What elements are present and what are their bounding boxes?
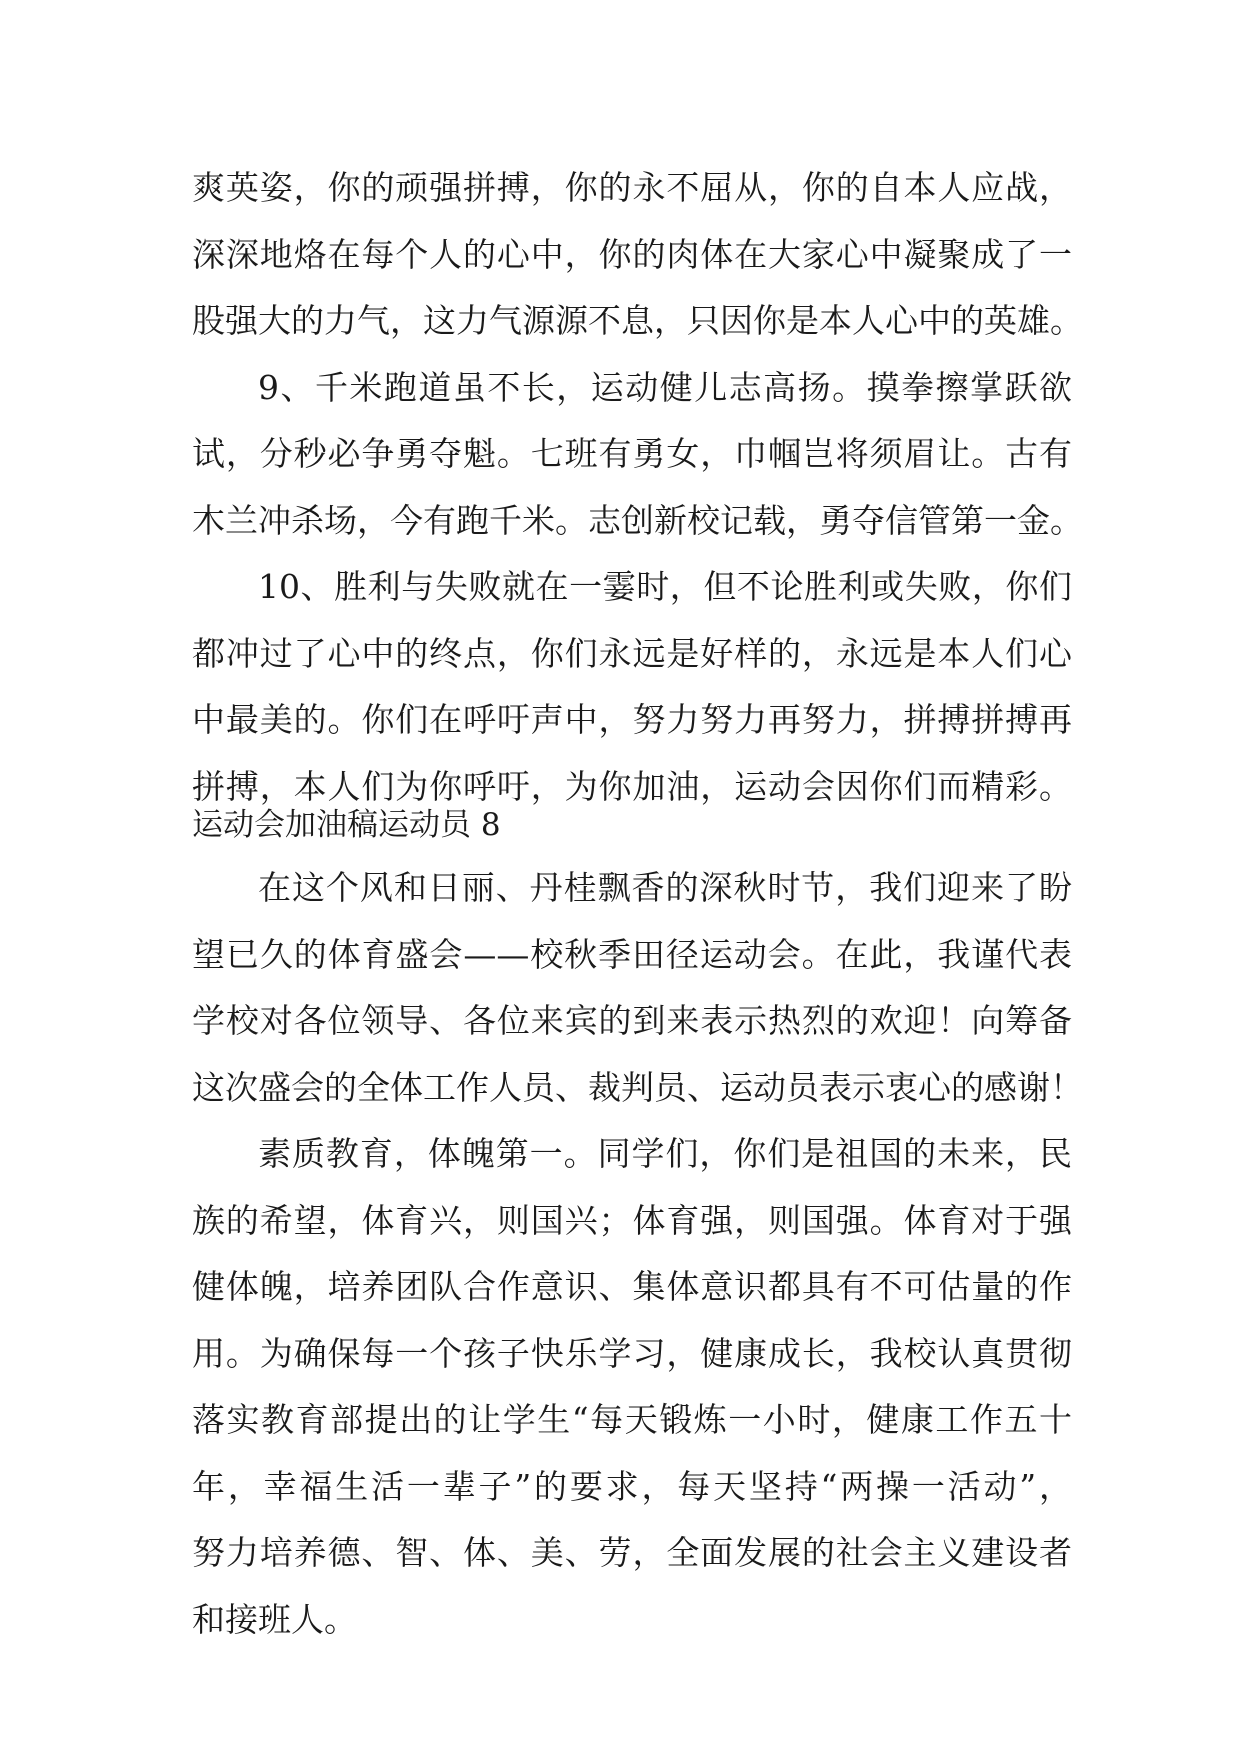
text-line: 股强大的力气，这力气源源不息，只因你是本人心中的英雄。	[192, 301, 1083, 340]
body-text-section-a	[192, 155, 1083, 820]
text-line: 中最美的。你们在呼吁声中，努力努力再努力，拼搏拼搏再	[192, 700, 1072, 739]
body-text-section-b	[192, 855, 1083, 1653]
section-heading: 运动会加油稿运动员 8	[192, 807, 501, 843]
text-line: 这次盛会的全体工作人员、裁判员、运动员表示衷心的感谢！	[192, 1067, 1083, 1107]
text-line: 落实教育部提出的让学生“每天锻炼一小时，健康工作五十	[192, 1400, 1072, 1439]
text-line: 拼搏，本人们为你呼吁，为你加油，运动会因你们而精彩。	[192, 766, 1072, 806]
text-line: 爽英姿，你的顽强拼搏，你的永不屈从，你的自本人应战，	[192, 168, 1072, 207]
text-line: 学校对各位领导、各位来宾的到来表示热烈的欢迎！向筹备	[192, 1001, 1072, 1040]
text-line: 健体魄，培养团队合作意识、集体意识都具有不可估量的作	[192, 1267, 1072, 1306]
text-line: 族的希望，体育兴，则国兴；体育强，则国强。体育对于强	[192, 1200, 1072, 1240]
text-line: 都冲过了心中的终点，你们永远是好样的，永远是本人们心	[192, 633, 1072, 673]
text-line: 试，分秒必争勇夺魁。七班有勇女，巾帼岂将须眉让。古有	[192, 434, 1072, 473]
text-line: 在这个风和日丽、丹桂飘香的深秋时节，我们迎来了盼	[258, 868, 1072, 907]
text-line: 和接班人。	[192, 1599, 357, 1639]
text-line: 年，幸福生活一辈子”的要求，每天坚持“两操一活动”，	[192, 1466, 1072, 1506]
text-line: 木兰冲杀场，今有跑千米。志创新校记载，勇夺信管第一金。	[192, 500, 1083, 540]
text-line: 素质教育，体魄第一。同学们，你们是祖国的未来，民	[258, 1134, 1072, 1173]
text-line: 9、千米跑道虽不长，运动健儿志高扬。摸拳擦掌跃欲	[258, 367, 1072, 407]
text-line: 深深地烙在每个人的心中，你的肉体在大家心中凝聚成了一	[192, 234, 1072, 274]
text-line: 用。为确保每一个孩子快乐学习，健康成长，我校认真贯彻	[192, 1333, 1072, 1373]
text-line: 努力培养德、智、体、美、劳，全面发展的社会主义建设者	[192, 1533, 1072, 1572]
text-line: 10、胜利与失败就在一霎时，但不论胜利或失败，你们	[258, 567, 1072, 606]
text-line: 望已久的体育盛会——校秋季田径运动会。在此，我谨代表	[192, 934, 1072, 974]
